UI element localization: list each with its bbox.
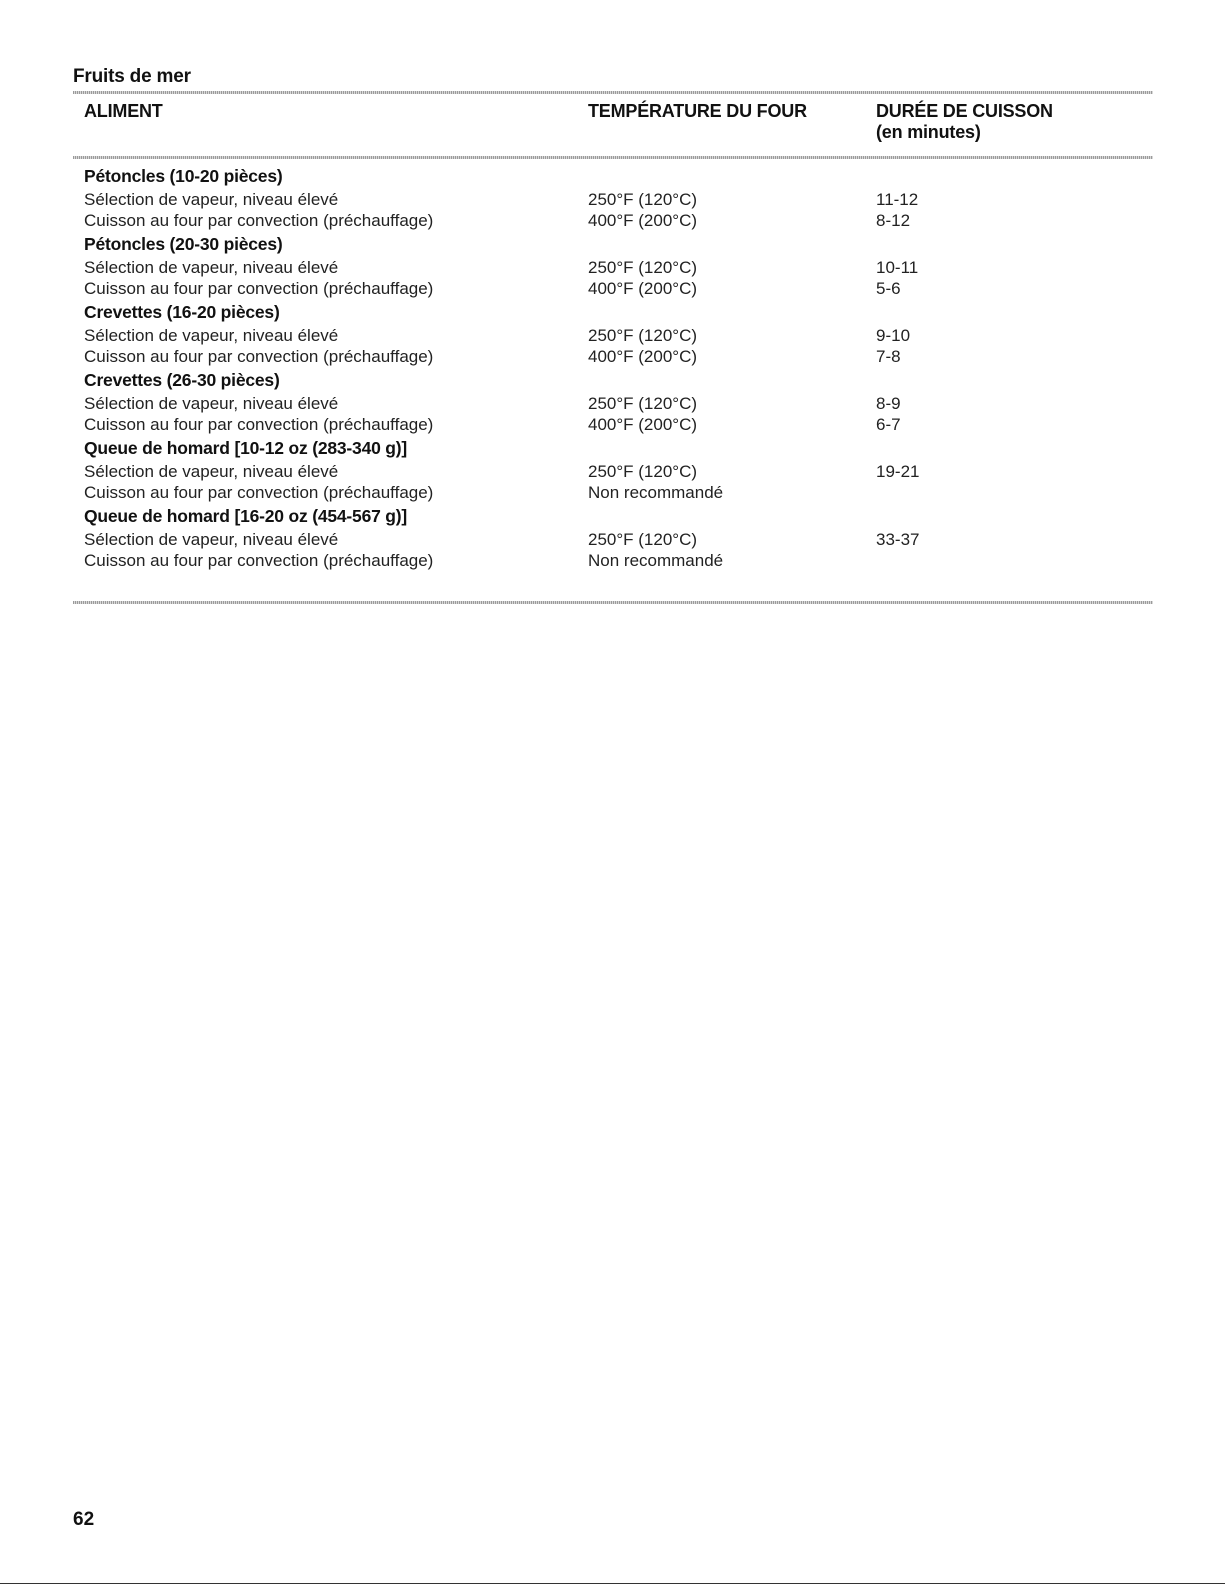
cell-time: 5-6	[876, 279, 901, 298]
cell-method: Sélection de vapeur, niveau élevé	[84, 190, 339, 209]
table-group	[84, 163, 1144, 231]
cell-temperature: 400°F (200°C)	[588, 415, 698, 434]
cell-time: 33-37	[876, 530, 920, 549]
page-bottom-edge	[0, 1583, 1225, 1584]
cell-temperature: 250°F (120°C)	[588, 326, 698, 345]
cell-time	[876, 550, 1076, 571]
table-row	[84, 257, 1144, 278]
column-header-duree-line2: (en minutes)	[876, 122, 981, 142]
cell-method: Cuisson au four par convection (préchauffage)	[84, 347, 434, 366]
cell-method: Sélection de vapeur, niveau élevé	[84, 530, 339, 549]
header-divider	[73, 156, 1153, 159]
table-row	[84, 414, 1144, 435]
table-group	[84, 231, 1144, 299]
cooking-table	[84, 163, 1144, 571]
table-row	[84, 461, 1144, 482]
cell-method: Sélection de vapeur, niveau élevé	[84, 394, 339, 413]
cell-temperature: 250°F (120°C)	[588, 394, 698, 413]
section-title: Fruits de mer	[73, 66, 191, 87]
cell-time: 11-12	[876, 190, 919, 209]
table-row	[84, 393, 1144, 414]
group-title: Crevettes (26-30 pièces)	[84, 370, 280, 390]
group-title: Queue de homard [16-20 oz (454-567 g)]	[84, 506, 408, 526]
cell-time: 8-12	[876, 211, 911, 230]
cell-method: Cuisson au four par convection (préchauffage)	[84, 415, 434, 434]
table-row	[84, 346, 1144, 367]
cell-time	[876, 482, 1076, 503]
cell-method: Sélection de vapeur, niveau élevé	[84, 462, 339, 481]
table-group	[84, 367, 1144, 435]
cell-method: Cuisson au four par convection (préchauffage)	[84, 551, 434, 570]
table-row	[84, 325, 1144, 346]
cell-time: 6-7	[876, 415, 901, 434]
table-row	[84, 529, 1144, 550]
cell-temperature: 250°F (120°C)	[588, 462, 698, 481]
cell-temperature: 250°F (120°C)	[588, 190, 698, 209]
bottom-divider	[73, 601, 1153, 604]
cell-method: Cuisson au four par convection (préchauffage)	[84, 211, 434, 230]
cell-time: 8-9	[876, 394, 901, 413]
table-group	[84, 435, 1144, 503]
table-row	[84, 482, 1144, 503]
table-group	[84, 503, 1144, 571]
cell-method: Sélection de vapeur, niveau élevé	[84, 258, 339, 277]
cell-time: 9-10	[876, 326, 911, 345]
cell-time: 7-8	[876, 347, 901, 366]
cell-time: 10-11	[876, 258, 919, 277]
table-row	[84, 278, 1144, 299]
table-row	[84, 550, 1144, 571]
cell-method: Cuisson au four par convection (préchauffage)	[84, 279, 434, 298]
cell-temperature: Non recommandé	[588, 551, 724, 570]
cell-method: Sélection de vapeur, niveau élevé	[84, 326, 339, 345]
column-header-temperature: TEMPÉRATURE DU FOUR	[588, 101, 807, 121]
group-title: Pétoncles (10-20 pièces)	[84, 166, 283, 186]
cell-temperature: 250°F (120°C)	[588, 530, 698, 549]
cell-temperature: Non recommandé	[588, 483, 724, 502]
cell-temperature: 250°F (120°C)	[588, 258, 698, 277]
column-header-duree-line1: DURÉE DE CUISSON	[876, 101, 1053, 121]
cell-temperature: 400°F (200°C)	[588, 279, 698, 298]
group-title: Crevettes (16-20 pièces)	[84, 302, 280, 322]
table-row	[84, 210, 1144, 231]
cell-method: Cuisson au four par convection (préchauffage)	[84, 483, 434, 502]
page-number: 62	[73, 1509, 95, 1530]
cell-temperature: 400°F (200°C)	[588, 347, 698, 366]
cell-temperature: 400°F (200°C)	[588, 211, 698, 230]
table-row	[84, 189, 1144, 210]
table-group	[84, 299, 1144, 367]
top-divider	[73, 91, 1153, 94]
column-header-aliment: ALIMENT	[84, 101, 163, 121]
column-header-duree	[876, 101, 1053, 143]
group-title: Pétoncles (20-30 pièces)	[84, 234, 283, 254]
cell-time: 19-21	[876, 462, 920, 481]
group-title: Queue de homard [10-12 oz (283-340 g)]	[84, 438, 408, 458]
